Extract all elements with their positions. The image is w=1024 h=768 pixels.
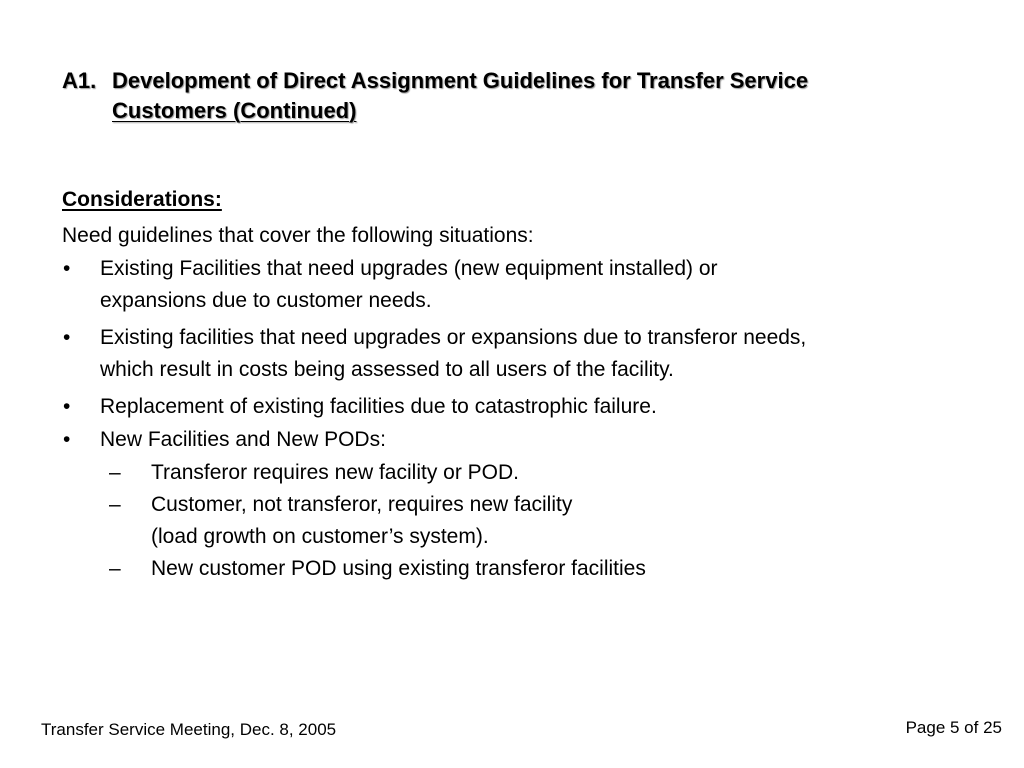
- bullet-marker: •: [63, 326, 71, 349]
- bullet-line: New Facilities and New PODs:: [100, 428, 386, 451]
- sub-bullet-new-customer-pod: [109, 553, 982, 585]
- bullet-item-new-facilities: [62, 424, 982, 456]
- bullet-item-replacement: [62, 391, 982, 423]
- sub-bullet-text: [151, 489, 982, 553]
- bullet-text: [100, 424, 982, 456]
- bullet-marker: •: [63, 257, 71, 280]
- bullet-line: Existing Facilities that need upgrades (new equipment installed) or: [100, 257, 718, 280]
- bullet-text: [100, 253, 982, 317]
- footer-meeting-info: Transfer Service Meeting, Dec. 8, 2005: [41, 720, 337, 739]
- sub-bullet-line: (load growth on customer’s system).: [151, 525, 489, 548]
- slide-content: [62, 184, 982, 585]
- footer-page-number: Page 5 of 25: [905, 718, 1002, 737]
- intro-text: Need guidelines that cover the following situations:: [62, 224, 534, 247]
- considerations-heading: Considerations:: [62, 188, 222, 211]
- sub-bullet-line: New customer POD using existing transferor facilities: [151, 557, 646, 580]
- dash-marker: –: [109, 557, 121, 580]
- title-text: [112, 66, 962, 126]
- sub-bullet-text: [151, 457, 982, 489]
- title-line-2: Customers (Continued): [112, 98, 357, 123]
- bullet-line: Replacement of existing facilities due to catastrophic failure.: [100, 395, 657, 418]
- bullet-item-transferor-needs: [62, 322, 982, 386]
- title-number: A1.: [62, 68, 97, 93]
- bullet-marker: •: [63, 428, 71, 451]
- title-line-1: Development of Direct Assignment Guidelines for Transfer Service: [112, 68, 809, 93]
- bullet-line: which result in costs being assessed to all users of the facility.: [100, 358, 674, 381]
- sub-bullet-customer-requires: [109, 489, 982, 553]
- dash-marker: –: [109, 461, 121, 484]
- bullet-text: [100, 322, 982, 386]
- bullet-text: [100, 391, 982, 423]
- slide-title: [62, 66, 962, 126]
- sub-bullet-line: Transferor requires new facility or POD.: [151, 461, 520, 484]
- title-row: [62, 66, 962, 126]
- dash-marker: –: [109, 493, 121, 516]
- sub-bullet-line: Customer, not transferor, requires new facility: [151, 493, 573, 516]
- sub-bullet-transferor-requires: [109, 457, 982, 489]
- bullet-line: expansions due to customer needs.: [100, 289, 432, 312]
- sub-bullet-text: [151, 553, 982, 585]
- bullet-item-existing-upgrades: [62, 253, 982, 317]
- bullet-marker: •: [63, 395, 71, 418]
- bullet-line: Existing facilities that need upgrades or expansions due to transferor needs,: [100, 326, 807, 349]
